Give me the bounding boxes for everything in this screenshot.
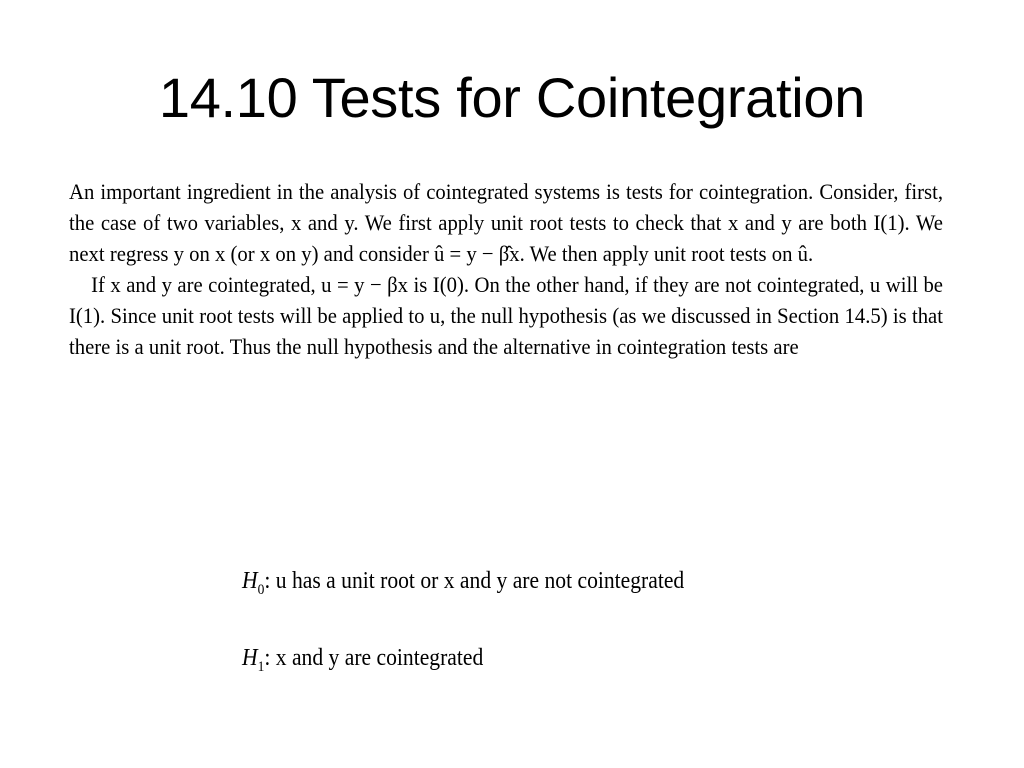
alternative-hypothesis-label: $H_1$ [242, 644, 265, 675]
text-body [69, 176, 943, 362]
slide-title: 14.10 Tests for Cointegration [158, 66, 866, 129]
null-hypothesis-text: : u has a unit root or x and y are not cointegrated [264, 568, 685, 594]
hypotheses [242, 566, 684, 720]
alternative-hypothesis-text: : x and y are cointegrated [264, 644, 484, 671]
null-hypothesis [242, 566, 684, 605]
alternative-hypothesis [242, 643, 684, 682]
null-hypothesis-label: $H_0$ [242, 568, 265, 598]
paragraph-2: If x and y are cointegrated, u = y − βx is I(0). On the other hand, if they are not cointegrated, u will be I(1). Since unit root tests will be applied to u, the null hypothesis (as we discussed in Section 14.5) is that there is a unit root. Thus the null hypothesis and the alternative in cointegration tests are [69, 272, 943, 359]
paragraph-1: An important ingredient in the analysis of cointegrated systems is tests for cointegration. Consider, first, the case of two variables, x and y. We first apply unit root tests to check that x and y are both I(1). We next regress y on x (or x on y) and consider û = y − β̂x. We then apply unit root tests on û. [69, 179, 943, 266]
